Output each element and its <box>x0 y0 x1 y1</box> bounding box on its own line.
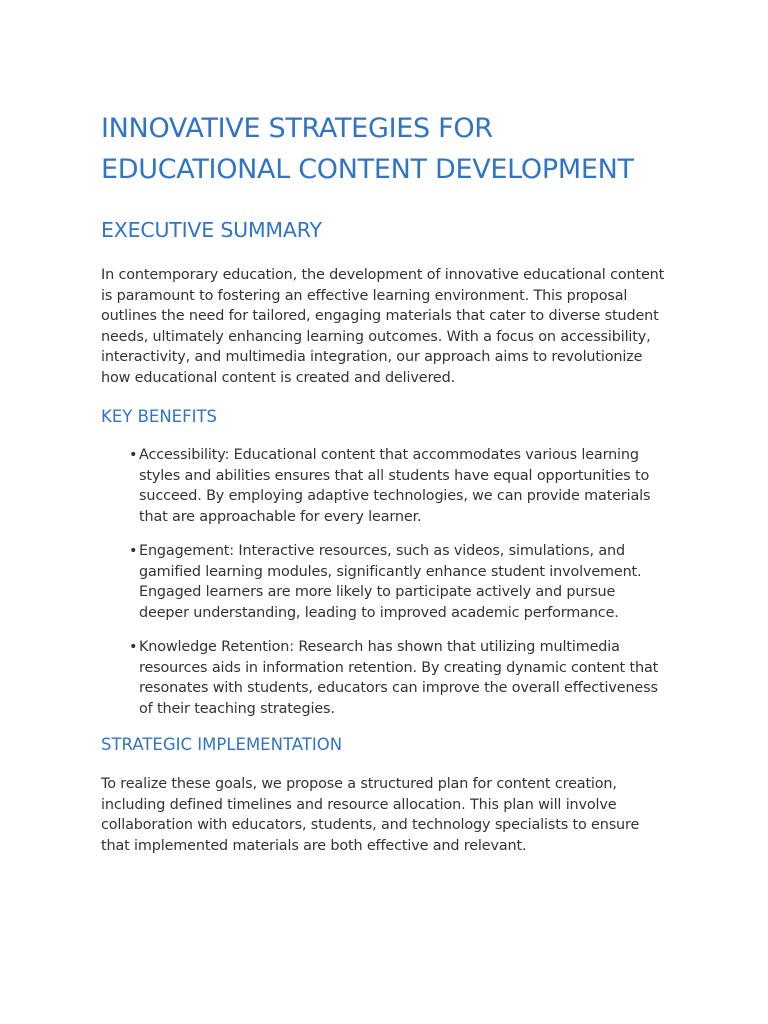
list-item <box>129 541 667 623</box>
benefit-text: : Educational content that accommodates various learning styles and abilities ensures that all students have equal opportunities to succeed. By employing adaptive technologies, we can provide materials that are approachable for every learner. <box>139 447 651 525</box>
benefit-term: Engagement <box>139 543 230 559</box>
key-benefits-heading: KEY BENEFITS <box>101 407 217 426</box>
list-item <box>129 445 667 527</box>
strategic-implementation-heading: STRATEGIC IMPLEMENTATION <box>101 735 343 754</box>
executive-summary-heading: EXECUTIVE SUMMARY <box>101 218 322 242</box>
executive-summary-paragraph: In contemporary education, the development of innovative educational content is paramount to fostering an effective learning environment. This proposal outlines the need for tailored, engaging materials that cater to diverse student needs, ultimately enhancing learning outcomes. With a focus on accessibility, interactivity, and multimedia integration, our approach aims to revolutionize how educational content is created and delivered. <box>101 267 665 386</box>
strategic-implementation-paragraph: To realize these goals, we propose a structured plan for content creation, including defined timelines and resource allocation. This plan will involve collaboration with educators, students, and technology specialists to ensure that implemented materials are both effective and relevant. <box>101 776 640 854</box>
list-item <box>129 637 667 719</box>
benefit-term: Accessibility <box>139 447 225 463</box>
bullet-icon: • <box>129 543 138 559</box>
document-content <box>101 108 667 856</box>
document-title: INNOVATIVE STRATEGIES FOR EDUCATIONAL CONTENT DEVELOPMENT <box>101 113 634 185</box>
key-benefits-list <box>101 445 667 719</box>
bullet-icon: • <box>129 447 138 463</box>
benefit-text: : Research has shown that utilizing multimedia resources aids in information retention. By creating dynamic content that resonates with students, educators can improve the overall effectiveness of their teaching strategies. <box>139 639 659 717</box>
benefit-term: Knowledge Retention <box>139 639 290 655</box>
benefit-text: : Interactive resources, such as videos, simulations, and gamified learning modules, significantly enhance student involvement. Engaged learners are more likely to participate actively and pursue deeper understanding, leading to improved academic performance. <box>139 543 642 621</box>
bullet-icon: • <box>129 639 138 655</box>
